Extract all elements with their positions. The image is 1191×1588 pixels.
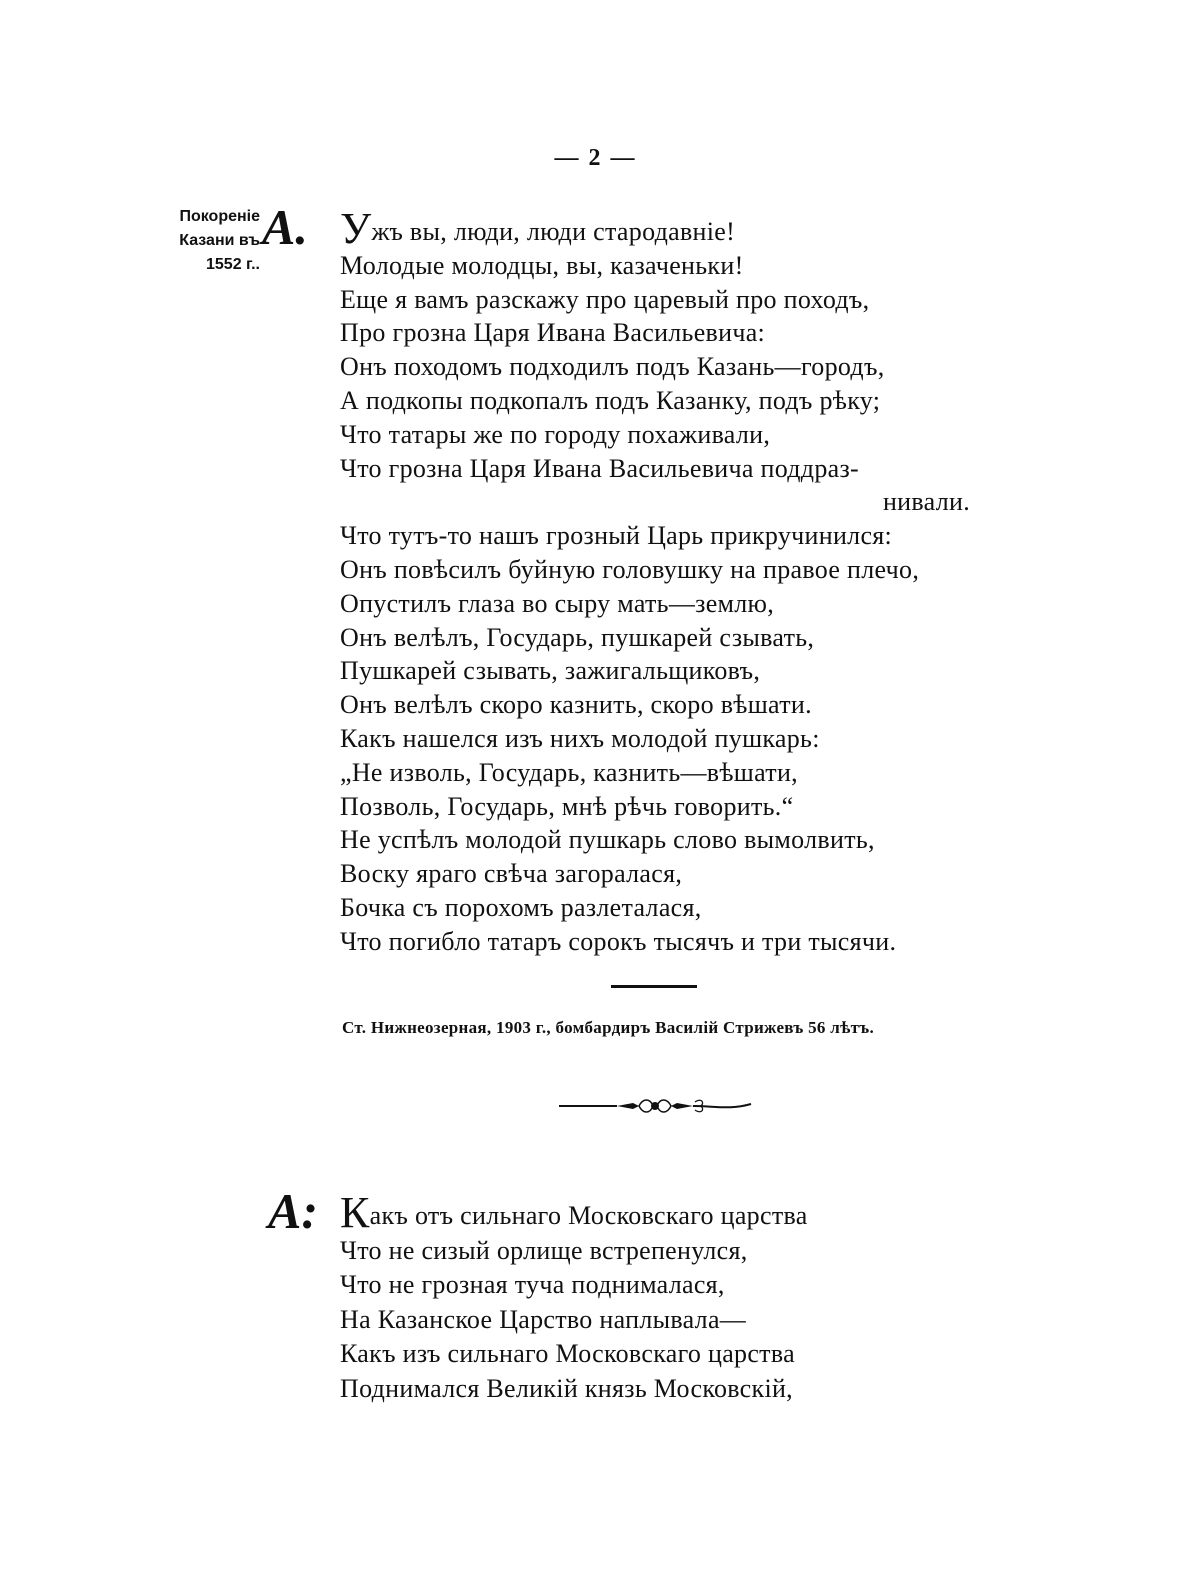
page-number: — 2 — bbox=[554, 145, 637, 171]
drop-cap: У bbox=[340, 204, 372, 253]
verse-line: Что не грозная туча поднималася, bbox=[340, 1270, 725, 1300]
verse-line: Позволь, Государь, мнѣ рѣчь говорить.“ bbox=[340, 791, 794, 821]
verse-line: Какъ нашелся изъ нихъ молодой пушкарь: bbox=[340, 723, 820, 753]
margin-note-line: Покоренiе bbox=[179, 208, 260, 225]
margin-note-line: 1552 г.. bbox=[206, 256, 260, 273]
verse-line: Про грозна Царя Ивана Васильевича: bbox=[340, 318, 766, 348]
verse-line: Какъ изъ сильнаго Московскаго царства bbox=[340, 1339, 795, 1369]
verse-line-continuation: нивали. bbox=[882, 487, 970, 517]
variant-mark-a: A. bbox=[262, 199, 308, 255]
verse-line: Воску яраго свѣча загоралася, bbox=[340, 859, 683, 889]
section-rule bbox=[611, 985, 697, 988]
verse-line: Онъ походомъ подходилъ подъ Казань—городъ, bbox=[340, 352, 885, 382]
verse-line bbox=[340, 1188, 808, 1237]
verse-a bbox=[340, 204, 970, 959]
verse-line: Что грозна Царя Ивана Васильевича поддраз- bbox=[340, 453, 859, 483]
verse-line: Поднимался Великiй князь Московскiй, bbox=[340, 1373, 793, 1403]
verse-line: А подкопы подкопалъ подъ Казанку, подъ рѣку; bbox=[340, 385, 881, 415]
verse-line bbox=[340, 204, 970, 253]
verse-line: Онъ велѣлъ скоро казнить, скоро вѣшати. bbox=[340, 690, 812, 720]
verse-line: Онъ повѣсилъ буйную головушку на правое плечо, bbox=[340, 554, 920, 584]
ornament-divider bbox=[555, 1094, 755, 1118]
verse-line: Молодые молодцы, вы, казаченьки! bbox=[340, 250, 744, 280]
verse-line: Опустилъ глаза во сыру мать—землю, bbox=[340, 588, 775, 618]
margin-note bbox=[150, 205, 260, 277]
verse-line: Онъ велѣлъ, Государь, пушкарей сзывать, bbox=[340, 622, 815, 652]
verse-line: Пушкарей сзывать, зажигальщиковъ, bbox=[340, 656, 761, 686]
verse-line: Что тутъ-то нашъ грозный Царь прикручинился: bbox=[340, 521, 893, 551]
verse-line: Что погибло татаръ сорокъ тысячъ и три тысячи. bbox=[340, 926, 897, 956]
verse-line: Еще я вамъ разскажу про царевый про походъ, bbox=[340, 284, 870, 314]
verse-line-text: акъ отъ сильнаго Московскаго царства bbox=[369, 1201, 808, 1230]
verse-line: „Не изволь, Государь, казнить—вѣшати, bbox=[340, 757, 798, 787]
source-attribution: Ст. Нижнеозерная, 1903 г., бомбардиръ Василiй Стрижевъ 56 лѣтъ. bbox=[342, 1018, 875, 1037]
verse-line: Что не сизый орлище встрепенулся, bbox=[340, 1235, 748, 1265]
verse-b bbox=[340, 1188, 808, 1407]
verse-line-text: жъ вы, люди, люди стародавнiе! bbox=[371, 217, 736, 246]
verse-line: Что татары же по городу похаживали, bbox=[340, 419, 771, 449]
verse-line: На Казанское Царство наплывала— bbox=[340, 1304, 747, 1334]
verse-line: Бочка съ порохомъ разлеталася, bbox=[340, 892, 702, 922]
margin-note-line: Казани въ bbox=[179, 232, 260, 249]
drop-cap: К bbox=[340, 1188, 370, 1237]
variant-mark-b: A: bbox=[268, 1183, 318, 1239]
verse-line: Не успѣлъ молодой пушкарь слово вымолвить, bbox=[340, 825, 875, 855]
